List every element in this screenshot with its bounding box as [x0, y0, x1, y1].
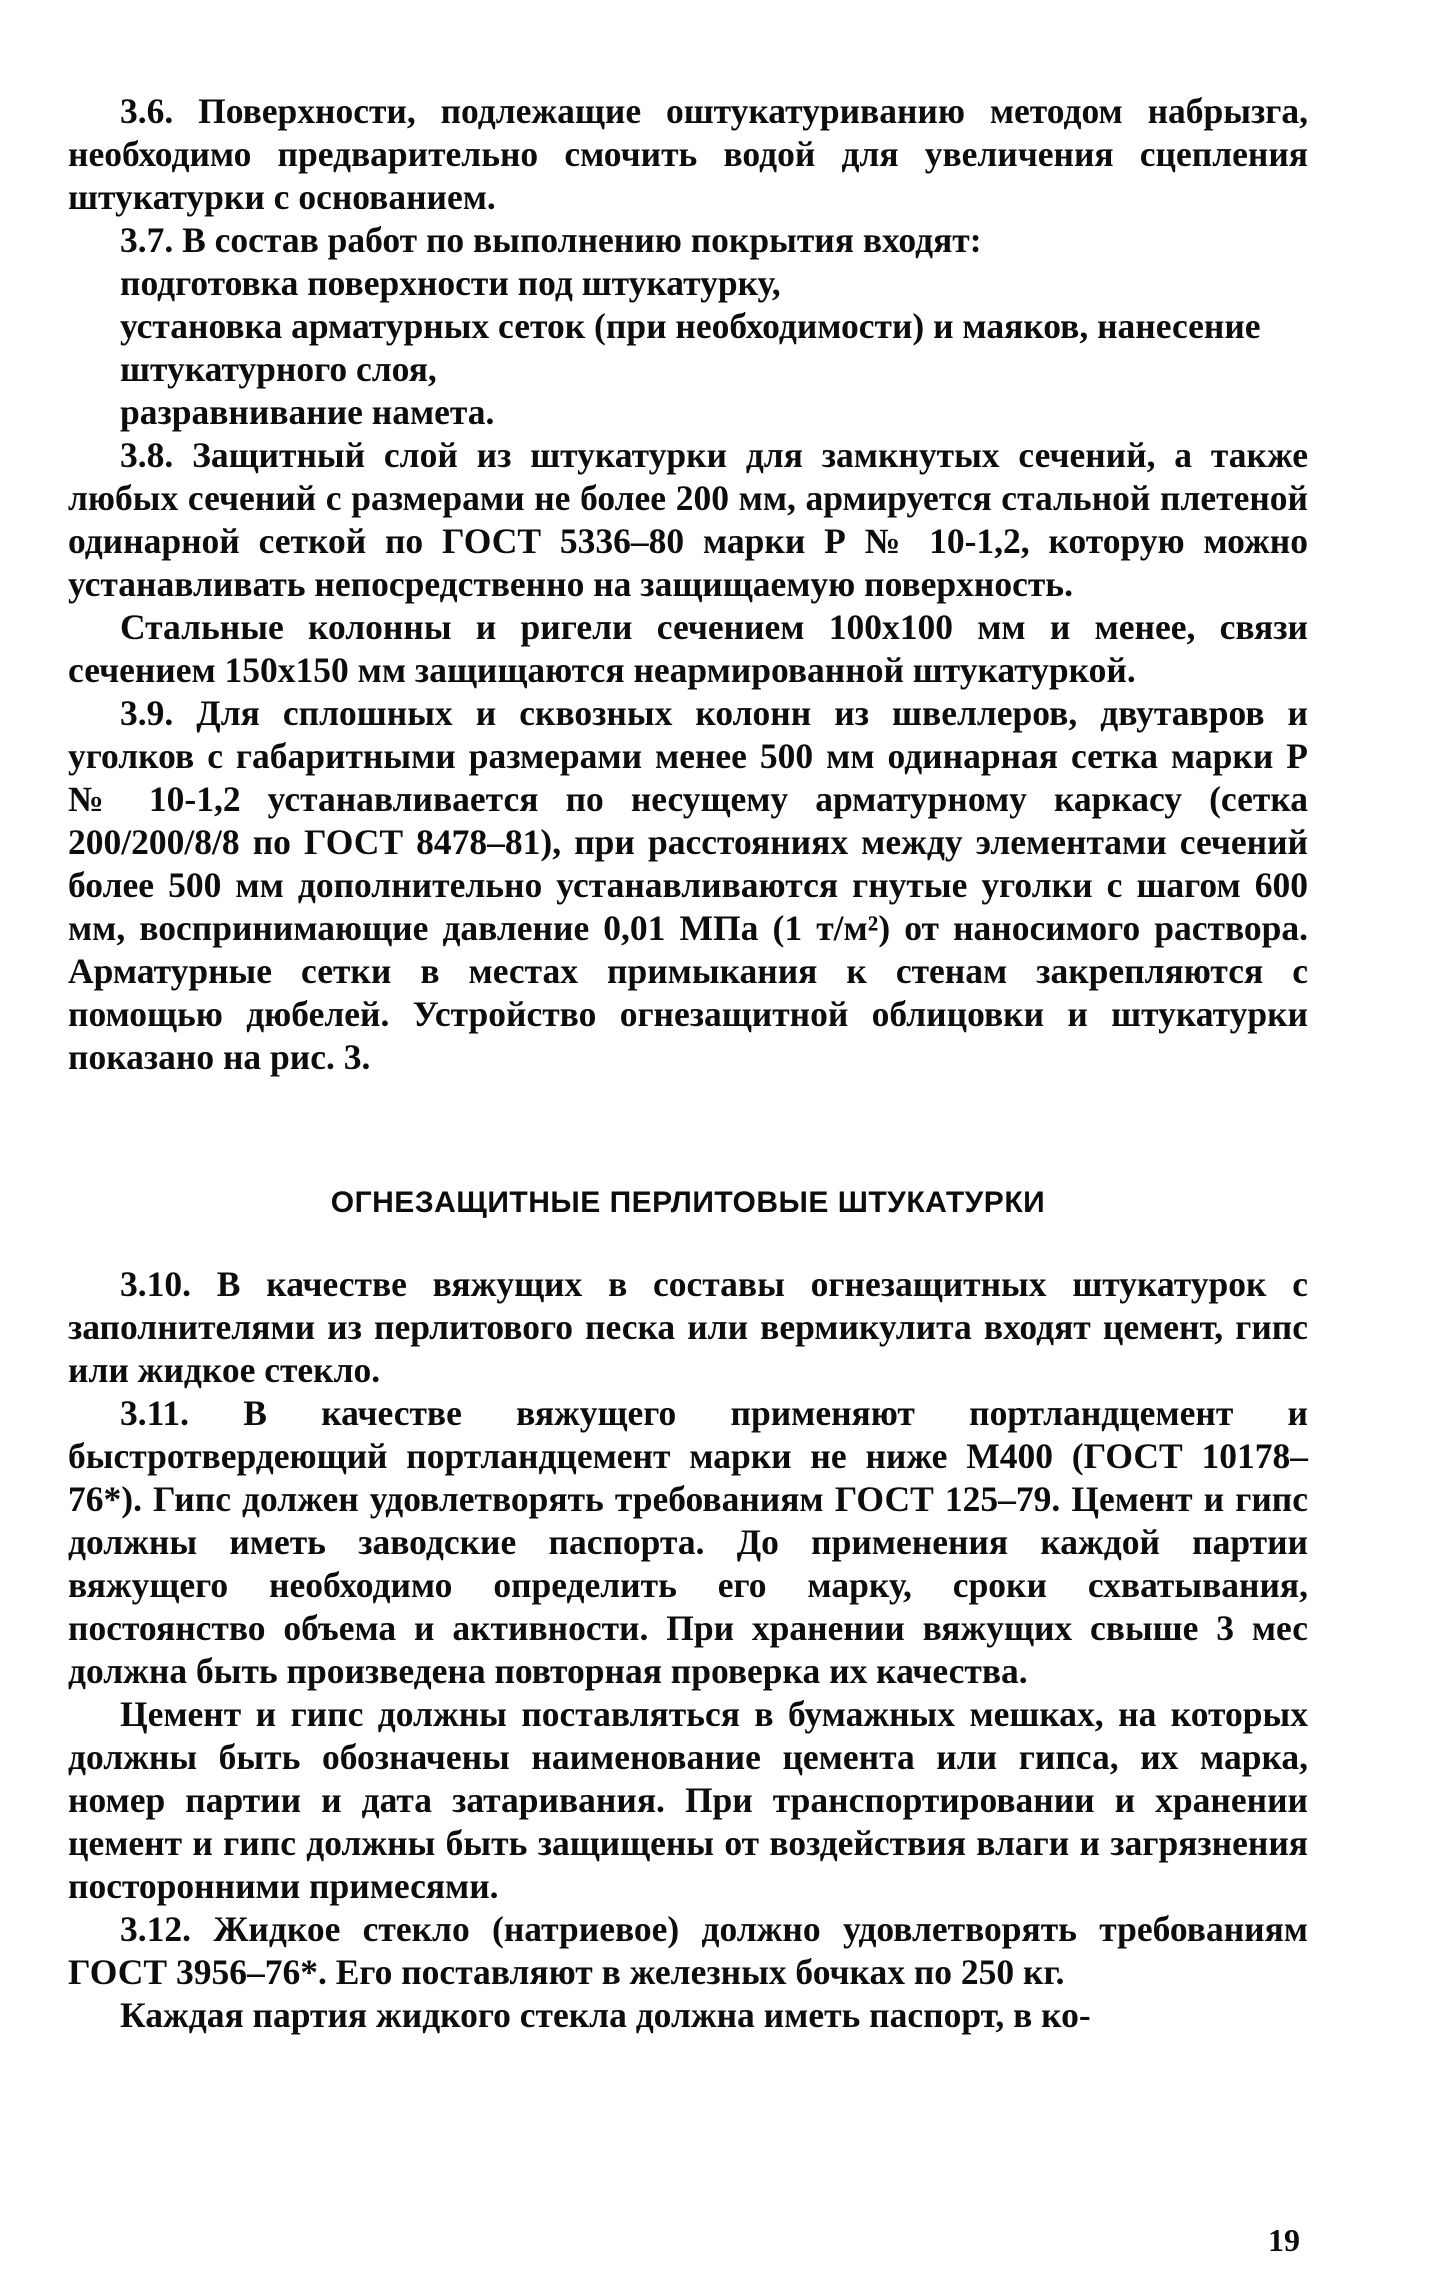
document-page — [68, 90, 1308, 2037]
section-heading: ОГНЕЗАЩИТНЫЕ ПЕРЛИТОВЫЕ ШТУКАТУРКИ — [330, 1186, 1046, 1219]
paragraph-3-11: 3.11. В качестве вяжущего применяют портландцемент и быстротвердеющий портландцемент марки не ниже М400 (ГОСТ 10178–76*). Гипс должен удовлетворять требованиям ГОСТ 125–79. Цемент и гипс должны иметь заводские паспорта. До применения каждой партии вяжущего необходимо определить его марку, сроки схватывания, постоянство объема и активности. При хранении вяжущих свыше 3 мес должна быть произведена повторная проверка их качества. — [68, 1393, 1308, 1691]
list-item: установка арматурных сеток (при необходимости) и маяков, нанесение штукатурного слоя, — [120, 306, 1261, 389]
paragraph-3-11-continued: Цемент и гипс должны поставляться в бумажных мешках, на которых должны быть обозначены наименование цемента или гипса, их марка, номер партии и дата затаривания. При транспортировании и хранении цемент и гипс должны быть защищены от воздействия влаги и загрязнения посторонними примесями. — [68, 1694, 1308, 1906]
section-spacer — [68, 1079, 1308, 1183]
paragraph-3-12-continued: Каждая партия жидкого стекла должна иметь паспорт, в ко- — [120, 1995, 1091, 2035]
paragraph-3-10: 3.10. В качестве вяжущих в составы огнезащитных штукатурок с заполнителями из перлитового песка или вермикулита входят цемент, гипс или жидкое стекло. — [68, 1264, 1308, 1390]
paragraph-3-9: 3.9. Для сплошных и сквозных колонн из швеллеров, двутавров и уголков с габаритными размерами менее 500 мм одинарная сетка марки Р № 10-1,2 устанавливается по несущему арматурному каркасу (сетка 200/200/8/8 по ГОСТ 8478–81), при расстояниях между элементами сечений более 500 мм дополнительно устанавливаются гнутые уголки с шагом 600 мм, воспринимающие давление 0,01 МПа (1 т/м²) от наносимого раствора. Арматурные сетки в местах примыкания к стенам закрепляются с помощью дюбелей. Устройство огнезащитной облицовки и штукатурки показано на рис. 3. — [68, 693, 1308, 1077]
page-number: 19 — [1268, 2222, 1300, 2258]
paragraph-3-8: 3.8. Защитный слой из штукатурки для замкнутых сечений, а также любых сечений с размерами не более 200 мм, армируется стальной плетеной одинарной сеткой по ГОСТ 5336–80 марки Р № 10-1,2, которую можно устанавливать непосредственно на защищаемую поверхность. — [68, 435, 1308, 604]
paragraph-3-7-intro: 3.7. В состав работ по выполнению покрытия входят: — [120, 220, 982, 260]
list-item: разравнивание намета. — [120, 392, 495, 432]
paragraph-3-6: 3.6. Поверхности, подлежащие оштукатуриванию методом набрызга, необходимо предварительно смочить водой для увеличения сцепления штукатурки с основанием. — [68, 91, 1308, 217]
list-item: подготовка поверхности под штукатурку, — [120, 263, 781, 303]
paragraph-3-12: 3.12. Жидкое стекло (натриевое) должно удовлетворять требованиям ГОСТ 3956–76*. Его поставляют в железных бочках по 250 кг. — [68, 1909, 1308, 1992]
paragraph-3-8-continued: Стальные колонны и ригели сечением 100х100 мм и менее, связи сечением 150х150 мм защищаются неармированной штукатуркой. — [68, 607, 1308, 690]
